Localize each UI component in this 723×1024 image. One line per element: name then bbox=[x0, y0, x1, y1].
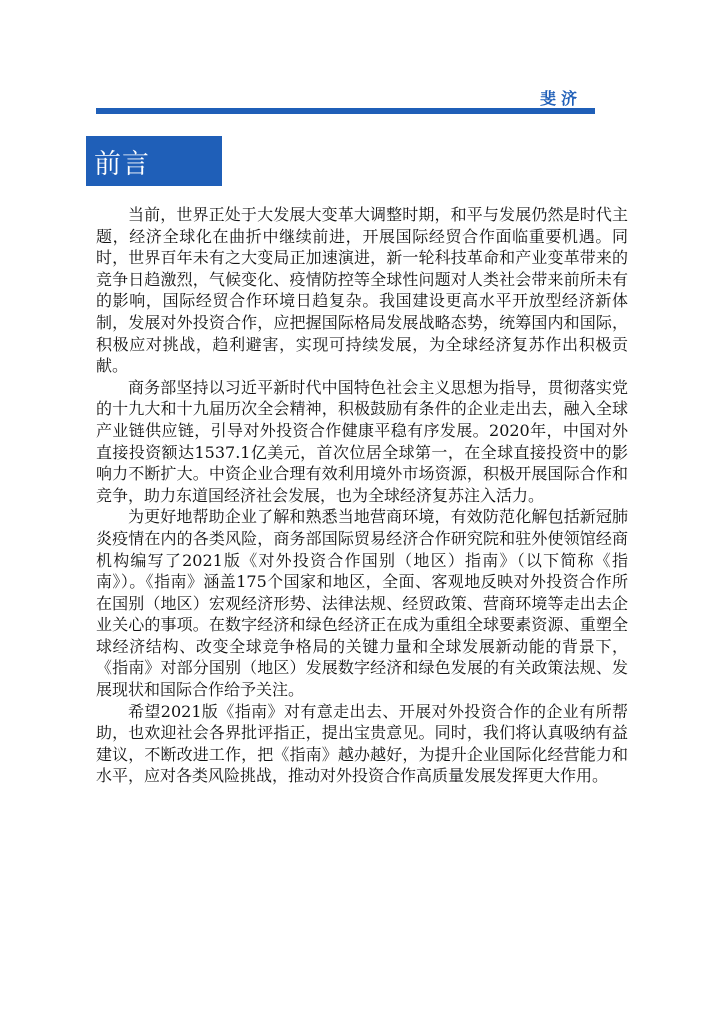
body-text bbox=[96, 204, 628, 787]
running-head: 斐济 bbox=[540, 89, 583, 108]
paragraph-4: 希望2021版《指南》对有意走出去、开展对外投资合作的企业有所帮助，也欢迎社会各界批评指正，提出宝贵意见。同时，我们将认真吸纳有益建议，不断改进工作，把《指南》越办越好，为提升企业国际化经营能力和水平，应对各类风险挑战，推动对外投资合作高质量发展发挥更大作用。 bbox=[96, 701, 628, 786]
section-title: 前言 bbox=[94, 148, 150, 180]
paragraph-1: 当前，世界正处于大发展大变革大调整时期，和平与发展仍然是时代主题，经济全球化在曲折中继续前进，开展国际经贸合作面临重要机遇。同时，世界百年未有之大变局正加速演进，新一轮科技革命和产业变革带来的竞争日趋激烈，气候变化、疫情防控等全球性问题对人类社会带来前所未有的影响，国际经贸合作环境日趋复杂。我国建设更高水平开放型经济新体制，发展对外投资合作，应把握国际格局发展战略态势，统筹国内和国际，积极应对挑战，趋利避害，实现可持续发展，为全球经济复苏作出积极贡献。 bbox=[96, 205, 628, 376]
section-title-band bbox=[86, 136, 222, 186]
paragraph-2: 商务部坚持以习近平新时代中国特色社会主义思想为指导，贯彻落实党的十九大和十九届历次全会精神，积极鼓励有条件的企业走出去，融入全球产业链供应链，引导对外投资合作健康平稳有序发展。2020年，中国对外直接投资额达1537.1亿美元，首次位居全球第一，在全球直接投资中的影响力不断扩大。中资企业合理有效利用境外市场资源，积极开展国际合作和竞争，助力东道国经济社会发展，也为全球经济复苏注入活力。 bbox=[96, 377, 628, 505]
paragraph-3: 为更好地帮助企业了解和熟悉当地营商环境，有效防范化解包括新冠肺炎疫情在内的各类风险，商务部国际贸易经济合作研究院和驻外使领馆经商机构编写了2021版《对外投资合作国别（地区）指南》（以下简称《指南》）。《指南》涵盖175个国家和地区，全面、客观地反映对外投资合作所在国别（地区）宏观经济形势、法律法规、经贸政策、营商环境等走出去企业关心的事项。在数字经济和绿色经济正在成为重组全球要素资源、重塑全球经济结构、改变全球竞争格局的关键力量和全球发展新动能的背景下，《指南》对部分国别（地区）发展数字经济和绿色发展的有关政策法规、发展现状和国际合作给予关注。 bbox=[96, 507, 628, 700]
header-rule bbox=[96, 108, 595, 114]
